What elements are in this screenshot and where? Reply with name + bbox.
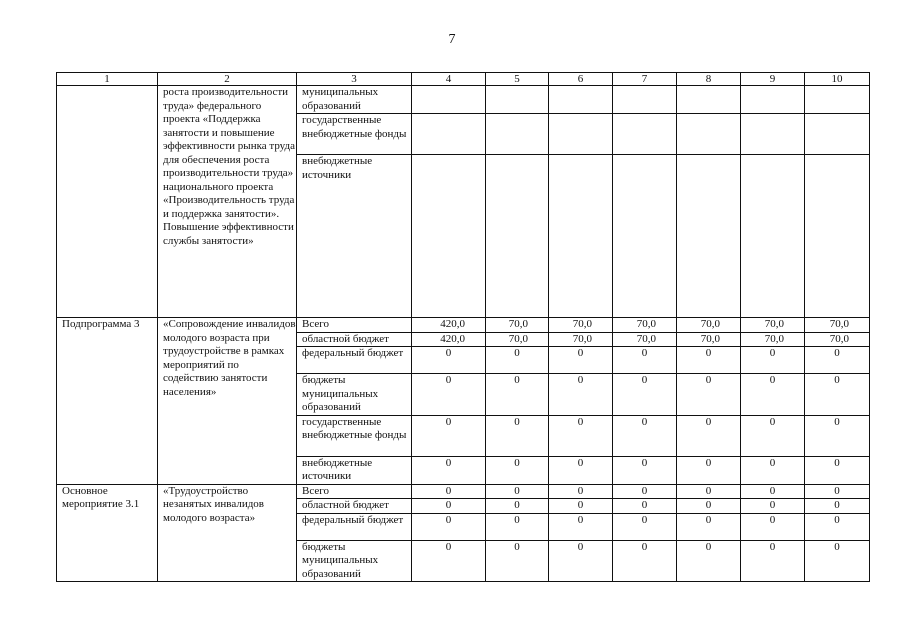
value-cell: 0: [805, 347, 870, 374]
value-cell: [677, 114, 741, 155]
value-cell: 0: [486, 415, 549, 456]
value-cell: 0: [549, 415, 613, 456]
funding-source-cell: областной бюджет: [297, 332, 412, 347]
value-cell: [486, 114, 549, 155]
value-cell: 0: [412, 499, 486, 514]
value-cell: 0: [486, 456, 549, 484]
value-cell: 0: [741, 484, 805, 499]
value-cell: [486, 86, 549, 114]
program-name-cell: [57, 86, 158, 318]
value-cell: 0: [613, 484, 677, 499]
header-cell: 9: [741, 73, 805, 86]
value-cell: 0: [613, 540, 677, 582]
value-cell: [412, 86, 486, 114]
header-cell: 5: [486, 73, 549, 86]
value-cell: 0: [549, 374, 613, 416]
funding-source-cell: внебюджетные источники: [297, 155, 412, 318]
header-row: [57, 73, 870, 86]
value-cell: 0: [613, 456, 677, 484]
value-cell: 0: [677, 540, 741, 582]
value-cell: 0: [549, 540, 613, 582]
value-cell: 70,0: [805, 318, 870, 333]
value-cell: 0: [613, 374, 677, 416]
value-cell: 0: [412, 347, 486, 374]
value-cell: [677, 155, 741, 318]
value-cell: 70,0: [613, 318, 677, 333]
value-cell: 0: [613, 499, 677, 514]
header-cell: 4: [412, 73, 486, 86]
value-cell: 0: [805, 374, 870, 416]
table-row: [57, 484, 870, 499]
program-name-cell: Основное мероприятие 3.1: [57, 484, 158, 582]
value-cell: 0: [486, 540, 549, 582]
value-cell: 0: [613, 347, 677, 374]
value-cell: 70,0: [486, 332, 549, 347]
value-cell: 0: [549, 456, 613, 484]
value-cell: 0: [677, 374, 741, 416]
value-cell: 0: [741, 513, 805, 540]
value-cell: 0: [741, 347, 805, 374]
value-cell: 70,0: [677, 318, 741, 333]
value-cell: 0: [613, 415, 677, 456]
value-cell: 0: [677, 456, 741, 484]
value-cell: 0: [412, 415, 486, 456]
header-cell: 8: [677, 73, 741, 86]
funding-source-cell: федеральный бюджет: [297, 513, 412, 540]
value-cell: [741, 114, 805, 155]
value-cell: 0: [805, 540, 870, 582]
value-cell: 0: [486, 374, 549, 416]
value-cell: 0: [549, 347, 613, 374]
value-cell: [549, 155, 613, 318]
value-cell: [613, 86, 677, 114]
value-cell: [486, 155, 549, 318]
value-cell: [412, 155, 486, 318]
funding-source-cell: областной бюджет: [297, 499, 412, 514]
value-cell: 0: [412, 540, 486, 582]
value-cell: 0: [486, 484, 549, 499]
header-cell: 3: [297, 73, 412, 86]
value-cell: 0: [677, 513, 741, 540]
value-cell: 70,0: [677, 332, 741, 347]
value-cell: 0: [741, 415, 805, 456]
value-cell: 0: [549, 499, 613, 514]
value-cell: 0: [805, 415, 870, 456]
value-cell: 0: [549, 484, 613, 499]
value-cell: 420,0: [412, 318, 486, 333]
value-cell: [805, 155, 870, 318]
value-cell: 0: [549, 513, 613, 540]
value-cell: 0: [741, 456, 805, 484]
funding-source-cell: Всего: [297, 484, 412, 499]
header-cell: 1: [57, 73, 158, 86]
value-cell: 0: [741, 374, 805, 416]
funding-source-cell: Всего: [297, 318, 412, 333]
value-cell: 70,0: [613, 332, 677, 347]
funding-source-cell: бюджеты муниципальных образований: [297, 540, 412, 582]
value-cell: 70,0: [805, 332, 870, 347]
funding-source-cell: федеральный бюджет: [297, 347, 412, 374]
value-cell: 70,0: [741, 332, 805, 347]
value-cell: [741, 155, 805, 318]
table-row: [57, 318, 870, 333]
value-cell: 420,0: [412, 332, 486, 347]
value-cell: 0: [486, 499, 549, 514]
value-cell: [613, 114, 677, 155]
value-cell: 0: [613, 513, 677, 540]
header-cell: 2: [158, 73, 297, 86]
value-cell: 0: [805, 484, 870, 499]
header-cell: 7: [613, 73, 677, 86]
value-cell: [805, 86, 870, 114]
value-cell: 0: [412, 484, 486, 499]
funding-source-cell: внебюджетные источники: [297, 456, 412, 484]
table-row: [57, 86, 870, 114]
value-cell: 0: [805, 499, 870, 514]
funding-source-cell: бюджеты муниципальных образований: [297, 374, 412, 416]
value-cell: 0: [677, 347, 741, 374]
value-cell: [805, 114, 870, 155]
page-number: 7: [448, 32, 456, 47]
value-cell: 0: [741, 540, 805, 582]
value-cell: [677, 86, 741, 114]
value-cell: 0: [486, 513, 549, 540]
value-cell: 0: [805, 456, 870, 484]
value-cell: 0: [677, 499, 741, 514]
program-description-cell: «Трудоустройство незанятых инвалидов молодого возраста»: [158, 484, 297, 582]
financing-table: [56, 72, 870, 582]
value-cell: 0: [412, 513, 486, 540]
value-cell: [549, 114, 613, 155]
value-cell: 0: [412, 456, 486, 484]
value-cell: 70,0: [486, 318, 549, 333]
value-cell: [412, 114, 486, 155]
funding-source-cell: государственные внебюджетные фонды: [297, 415, 412, 456]
value-cell: 70,0: [741, 318, 805, 333]
funding-source-cell: муниципальных образований: [297, 86, 412, 114]
value-cell: [613, 155, 677, 318]
value-cell: [741, 86, 805, 114]
value-cell: 70,0: [549, 332, 613, 347]
program-description-cell: роста производительности труда» федерального проекта «Поддержка занятости и повышение эффективности рынка труда для обеспечения роста производительности труда» национального проекта «Производительность труда и поддержка занятости». Повышение эффективности службы занятости»: [158, 86, 297, 318]
value-cell: 0: [486, 347, 549, 374]
value-cell: 70,0: [549, 318, 613, 333]
program-name-cell: Подпрограмма 3: [57, 318, 158, 485]
funding-source-cell: государственные внебюджетные фонды: [297, 114, 412, 155]
value-cell: 0: [677, 484, 741, 499]
value-cell: [549, 86, 613, 114]
value-cell: 0: [741, 499, 805, 514]
value-cell: 0: [805, 513, 870, 540]
header-cell: 6: [549, 73, 613, 86]
value-cell: 0: [677, 415, 741, 456]
program-description-cell: «Сопровождение инвалидов молодого возраста при трудоустройстве в рамках мероприятий по содействию занятости населения»: [158, 318, 297, 485]
header-cell: 10: [805, 73, 870, 86]
value-cell: 0: [412, 374, 486, 416]
